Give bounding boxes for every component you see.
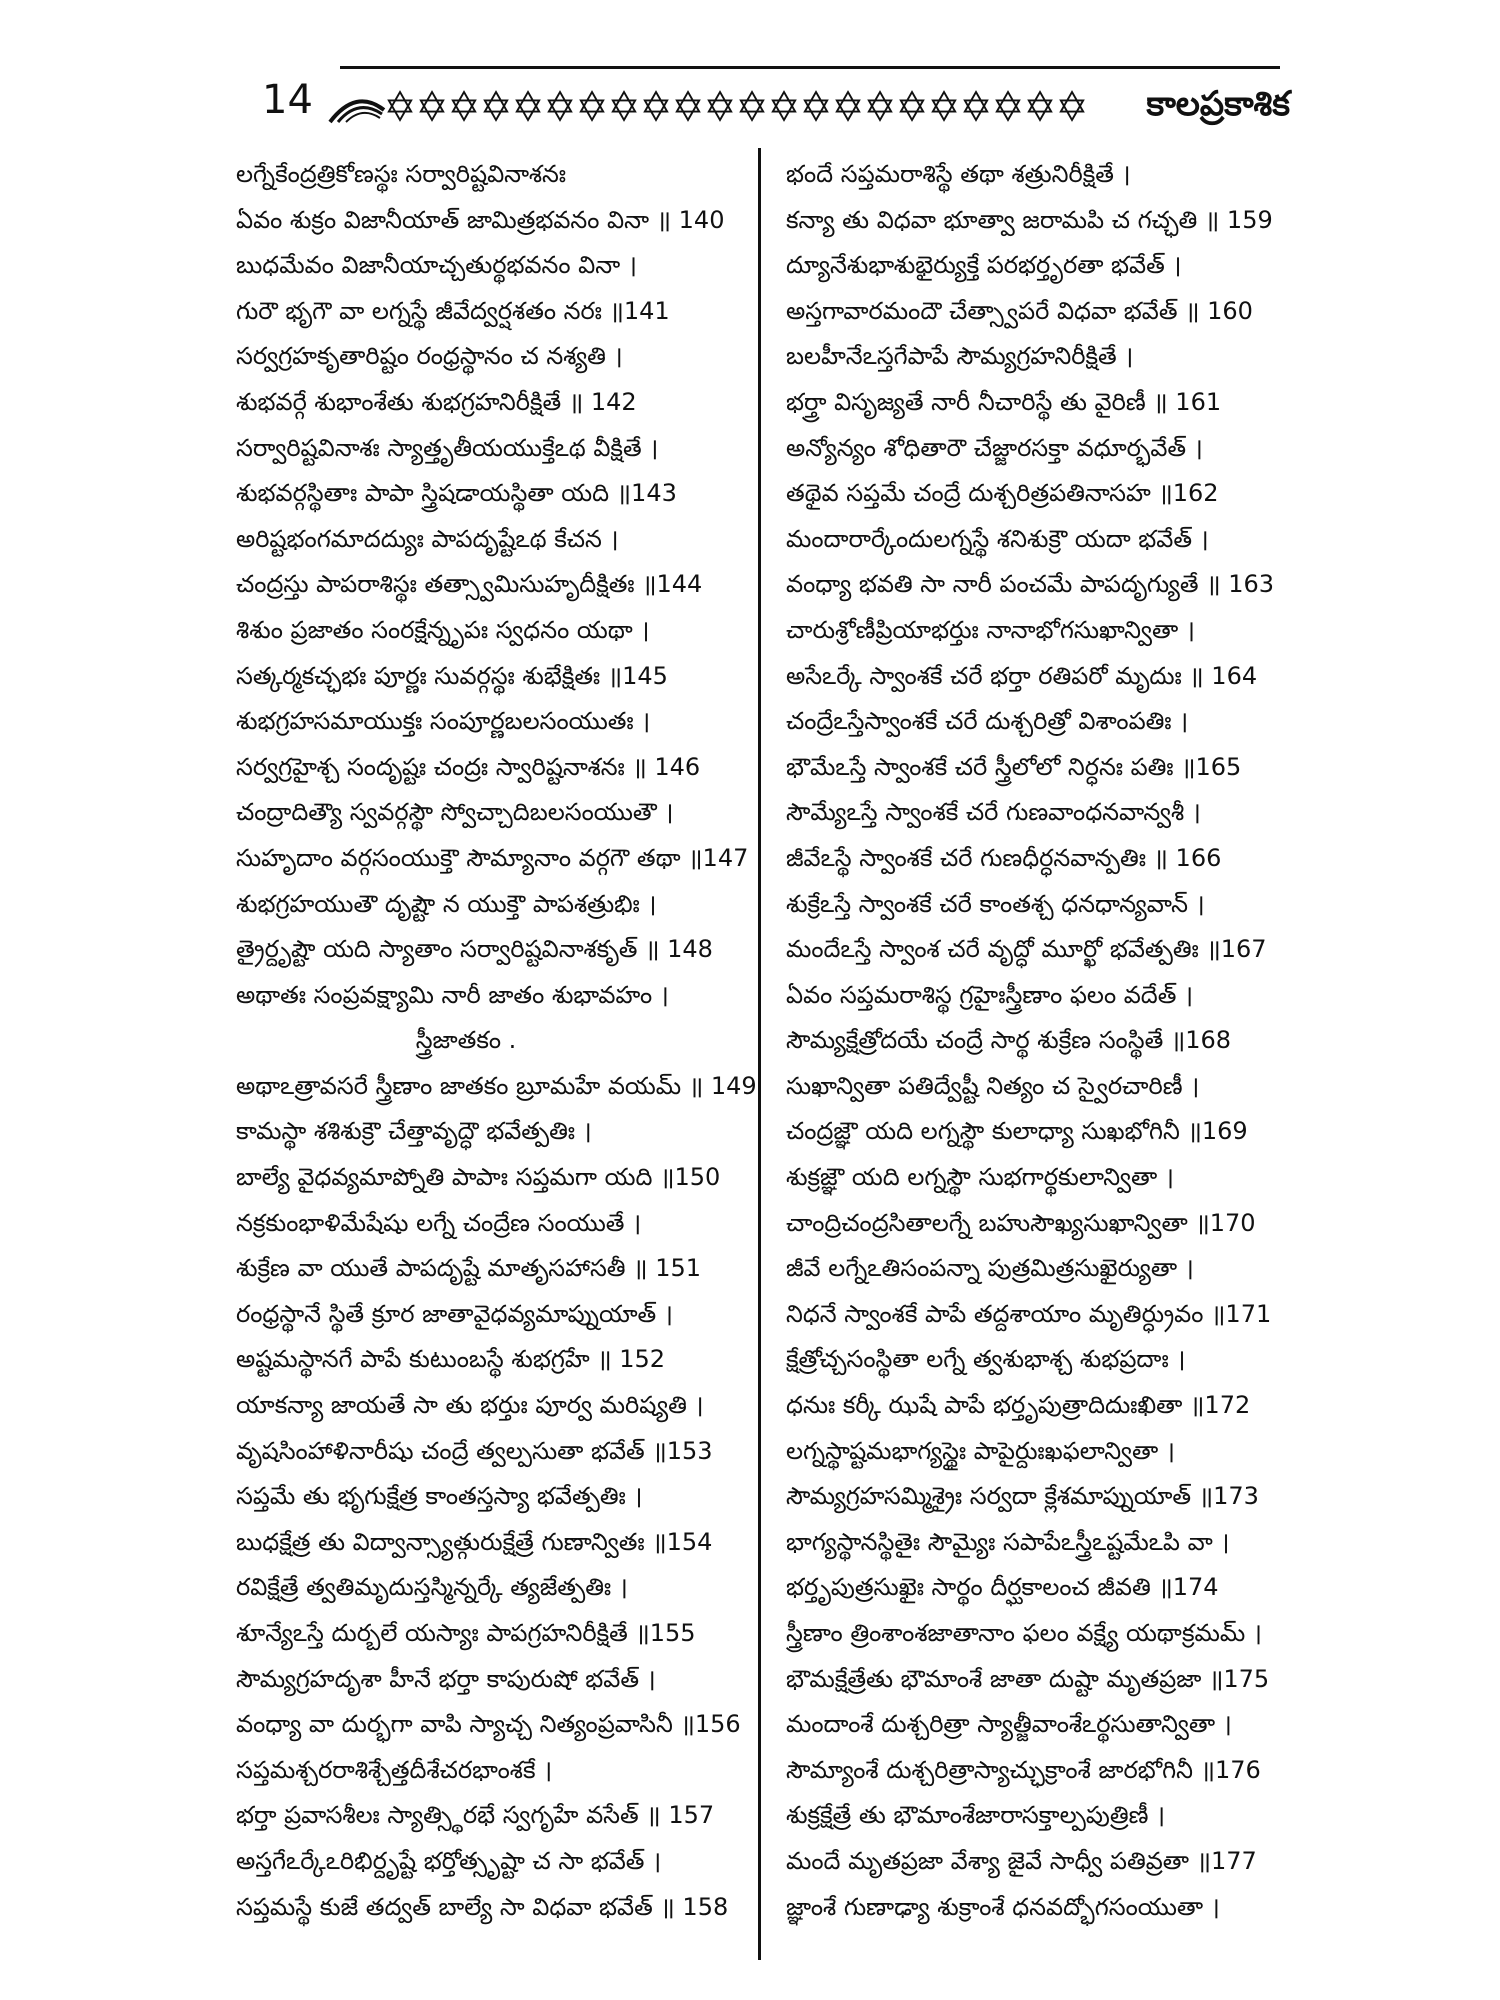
swoosh-ornament-icon — [328, 92, 386, 126]
header-rule — [340, 66, 1280, 69]
star-icon — [930, 88, 958, 124]
verse-line: అస్తగావారమందౌ చేత్స్వాపరే విధవా భవేత్ ॥ 160 — [786, 296, 1253, 325]
verse-line: సౌమ్యాంశే దుశ్చరిత్రాస్యాచ్ఛుక్రాంశే జారభోగినీ ॥176 — [786, 1755, 1261, 1784]
verse-line: స్త్రీణాం త్రింశాంశజాతానాం ఫలం వక్ష్యే యథాక్రమమ్ । — [786, 1619, 1262, 1647]
verse-line: భాగ్యస్థానస్థితైః సౌమ్యైః సపాపేఽస్త్రీఽష్టమేఽపి వా । — [786, 1527, 1230, 1556]
verse-line: శిశుం ప్రజాతం సంరక్షేన్నృపః స్వధనం యథా । — [236, 615, 650, 644]
page-number: 14 — [262, 77, 313, 123]
star-icon — [674, 88, 702, 124]
verse-line: సర్వారిష్టవినాశః స్యాత్తృతీయయుక్తేఽథ వీక్షితే । — [236, 433, 659, 462]
verse-line: గురౌ భృగౌ వా లగ్నస్థే జీవేద్వర్షశతం నరః ॥141 — [236, 296, 670, 325]
star-icon — [866, 88, 894, 124]
verse-line: చంద్రేఽస్తేస్వాంశకే చరే దుశ్చరిత్రో విశాంపతిః । — [786, 707, 1189, 736]
verse-line: శుభగ్రహసమాయుక్తః సంపూర్ణబలసంయుతః । — [236, 707, 651, 736]
verse-line: భౌమక్షేత్రేతు భౌమాంశే జాతా దుష్టా మృతప్రజా ॥175 — [786, 1664, 1270, 1693]
verse-line: శుక్రజ్ఞౌ యది లగ్నస్థౌ సుభగార్థకులాన్వితా । — [786, 1163, 1174, 1192]
star-icon — [610, 88, 638, 124]
verse-line: జీవేఽస్థే స్వాంశకే చరే గుణధీర్ధనవాన్పతిః ॥ 166 — [786, 843, 1222, 872]
verse-line: భౌమేఽస్తే స్వాంశకే చరే స్త్రీలోలో నిర్ధనః పతిః ॥165 — [786, 752, 1242, 781]
star-icon — [1058, 88, 1086, 124]
star-icon — [450, 88, 478, 124]
star-icon — [418, 88, 446, 124]
verse-line: త్రైర్దృష్టౌ యది స్యాతాం సర్వారిష్టవినాశకృత్ ॥ 148 — [236, 935, 713, 964]
verse-line: లగ్నస్థాష్టమభాగ్యస్థైః పాపైర్దుఃఖఫలాన్వితా । — [786, 1436, 1175, 1465]
verse-line: అథాఽత్రావసరే స్త్రీణాం జాతకం బ్రూమహే వయమ్ ॥ 149 — [236, 1071, 757, 1100]
verse-line: ఏవం శుక్రం విజానీయాత్ జామిత్రభవనం వినా ॥ 140 — [236, 205, 725, 234]
star-icon — [706, 88, 734, 124]
verse-line: అథాతః సంప్రవక్ష్యామి నారీ జాతం శుభావహం । — [236, 980, 669, 1009]
star-icon — [1026, 88, 1054, 124]
left-column — [236, 152, 776, 1930]
star-icon — [514, 88, 542, 124]
verse-line: చాంద్రిచంద్రసితాలగ్నే బహుసౌఖ్యసుఖాన్వితా ॥170 — [786, 1208, 1256, 1237]
verse-line: అస్తగేఽర్కేఽరిభిర్దృష్టే భర్తోత్సృష్టా చ సా భవేత్ । — [236, 1846, 662, 1875]
verse-line: చంద్రజ్ఞౌ యది లగ్నస్థౌ కులాధ్యా సుఖభోగినీ ॥169 — [786, 1117, 1248, 1146]
verse-line: శుక్రేణ వా యుతే పాపదృష్టే మాతృసహాసతీ ॥ 151 — [236, 1254, 701, 1283]
verse-line: క్షేత్రోచ్చసంస్థితా లగ్నే త్వశుభాశ్చ శుభప్రదాః । — [786, 1345, 1186, 1374]
verse-line: సప్తమశ్చరరాశిశ్చేత్తదీశేచరభాంశకే । — [236, 1755, 553, 1784]
verse-line: జ్ఞాంశే గుణాఢ్యా శుక్రాంశే ధనవద్భోగసంయుతా । — [786, 1892, 1220, 1921]
verse-line: అరిష్టభంగమాదద్యుః పాపదృష్టేఽథ కేచన । — [236, 524, 619, 553]
verse-line: రంధ్రస్థానే స్థితే క్రూర జాతావైధవ్యమాప్నుయాత్ । — [236, 1299, 673, 1328]
star-icon — [482, 88, 510, 124]
verse-line: ధనుః కర్కీ ఝషే పాపే భర్తృపుత్రాదిదుఃఖితా ॥172 — [786, 1391, 1251, 1420]
verse-line: శుభవర్గే శుభాంశేతు శుభగ్రహనిరీక్షితే ॥ 142 — [236, 387, 637, 416]
verse-line: సుఖాన్వితా పతిద్వేష్టీ నిత్యం చ స్వైరచారిణీ । — [786, 1071, 1200, 1100]
verse-line: మందేఽస్తే స్వాంశ చరే వృద్ధో మూర్ఖో భవేత్పతిః ॥167 — [786, 935, 1267, 964]
verse-line: చారుశ్రోణీప్రియాభర్తుః నానాభోగసుఖాన్వితా । — [786, 615, 1195, 644]
verse-line: సర్వగ్రహకృతారిష్టం రంధ్రస్థానం చ నశ్యతి । — [236, 342, 623, 371]
star-icon — [994, 88, 1022, 124]
verse-line: శుక్రేఽస్తే స్వాంశకే చరే కాంతశ్చ ధనధాన్యవాన్ । — [786, 889, 1205, 918]
verse-line: వృషసింహాళినారీషు చంద్రే త్వల్పసుతా భవేత్ ॥153 — [236, 1436, 713, 1465]
star-icon — [546, 88, 574, 124]
running-title: కాలప్రకాశిక — [1146, 84, 1290, 124]
star-icon — [642, 88, 670, 124]
verse-line: కామస్థా శశిశుక్రౌ చేత్తావృద్ధౌ భవేత్పతిః । — [236, 1117, 592, 1146]
verse-line: ద్యూనేశుభాశుభైర్యుక్తే పరభర్తృరతా భవేత్ । — [786, 251, 1182, 280]
verse-line: మందాంశే దుశ్చరిత్రా స్యాత్జీవాంశేఽర్థసుతాన్వితా । — [786, 1710, 1232, 1739]
verse-line: శుభవర్గస్థితాః పాపా స్త్రిషడాయస్థితా యది ॥143 — [236, 479, 677, 508]
verse-line: చంద్రస్తు పాపరాశిస్థః తత్స్వామిసుహృదీక్షితః ॥144 — [236, 570, 703, 599]
star-icon — [578, 88, 606, 124]
verse-line: బాల్యే వైధవ్యమాప్నోతి పాపాః సప్తమగా యది ॥150 — [236, 1163, 721, 1192]
star-icon — [962, 88, 990, 124]
verse-line: సప్తమే తు భృగుక్షేత్ర కాంతస్తస్యా భవేత్పతిః । — [236, 1482, 643, 1511]
verse-line: రవిక్షేత్రే త్వతిమృదుస్తస్మిన్నర్కే త్యజేత్పతిః । — [236, 1573, 628, 1602]
verse-line: శుక్రక్షేత్రే తు భౌమాంశేజారాసక్తాల్పపుత్రిణీ । — [786, 1801, 1166, 1830]
verse-line: సౌమ్యగ్రహదృశా హీనే భర్తా కాపురుషో భవేత్ । — [236, 1664, 656, 1693]
verse-line: సౌమ్యేఽస్తే స్వాంశకే చరే గుణవాంధనవాన్వశీ । — [786, 798, 1201, 827]
verse-line: బుధమేవం విజానీయాచ్చతుర్థభవనం వినా । — [236, 251, 637, 280]
verse-line: సుహృదాం వర్గసంయుక్తౌ సౌమ్యానాం వర్గగౌ తథా ॥147 — [236, 843, 749, 872]
verse-line: సత్కర్మకచ్ఛభః పూర్ణః సువర్గస్థః శుభేక్షితః ॥145 — [236, 661, 668, 690]
verse-line: సౌమ్యక్షేత్రోదయే చంద్రే సార్థ శుక్రేణ సంస్థితే ॥168 — [786, 1026, 1232, 1055]
verse-line: జీవే లగ్నేఽతిసంపన్నా పుత్రమిత్రసుఖైర్యుతా । — [786, 1254, 1194, 1283]
verse-line: యాకన్యా జాయతే సా తు భర్తుః పూర్వ మరిష్యతి । — [236, 1391, 704, 1420]
verse-line: అష్టమస్థానగే పాపే కుటుంబస్థే శుభగ్రహే ॥ 152 — [236, 1345, 666, 1374]
verse-line: భర్తృపుత్రసుఖైః సార్థం దీర్ఘకాలంచ జీవతి ॥174 — [786, 1573, 1219, 1602]
star-ornament-band — [386, 88, 1086, 124]
verse-line: బుధక్షేత్ర తు విద్వాన్స్యాత్గురుక్షేత్రే గుణాన్వితః ॥154 — [236, 1527, 713, 1556]
verse-line: శూన్యేఽస్తే దుర్బలే యస్యాః పాపగ్రహనిరీక్షితే ॥155 — [236, 1619, 696, 1647]
verse-line: వంధ్యా వా దుర్భగా వాపి స్యాచ్చ నిత్యంప్రవాసినీ ॥156 — [236, 1710, 741, 1739]
star-icon — [386, 88, 414, 124]
verse-line: మందే మృతప్రజా వేశ్యా జైవే సాధ్వీ పతివ్రతా ॥177 — [786, 1846, 1257, 1875]
verse-line: భర్త్రా విసృజ్యతే నారీ నీచారిస్థే తు వైరిణీ ॥ 161 — [786, 387, 1222, 416]
verse-line: నక్రకుంభాళిమేషేషు లగ్నే చంద్రేణ సంయుతే । — [236, 1208, 642, 1237]
star-icon — [738, 88, 766, 124]
verse-line: వంధ్యా భవతి సా నారీ పంచమే పాపదృగ్యుతే ॥ 163 — [786, 570, 1275, 599]
verse-line: భర్తా ప్రవాసశీలః స్యాత్స్థిరభే స్వగృహే వసేత్ ॥ 157 — [236, 1801, 715, 1830]
verse-line: సౌమ్యగ్రహసమ్మిశ్రైః సర్వదా క్లేశమాప్నుయాత్ ॥173 — [786, 1482, 1259, 1511]
star-icon — [802, 88, 830, 124]
verse-line: చంద్రాదిత్యౌ స్వవర్గస్థౌ స్వోచ్చాదిబలసంయుతౌ । — [236, 798, 674, 827]
verse-line: అన్యోన్యం శోధితారౌ చేజ్జారసక్తా వధూర్భవేత్ । — [786, 433, 1203, 462]
verse-line: మందారార్కేందులగ్నస్థే శనిశుక్రౌ యదా భవేత్ । — [786, 524, 1209, 553]
verse-line: శుభగ్రహయుతౌ దృష్టౌ న యుక్తౌ పాపశత్రుభిః । — [236, 889, 657, 918]
right-column — [786, 152, 1286, 1930]
star-icon — [770, 88, 798, 124]
verse-line: కన్యా తు విధవా భూత్వా జరామపి చ గచ్ఛతి ॥ 159 — [786, 205, 1273, 234]
verse-line: నిధనే స్వాంశకే పాపే తద్దశాయాం మృతిర్ధ్రువం ॥171 — [786, 1299, 1272, 1328]
verse-line: అసేఽర్కే స్వాంశకే చరే భర్తా రతిపరో మృదుః ॥ 164 — [786, 661, 1258, 690]
section-heading: స్త్రీజాతకం . — [415, 1026, 517, 1055]
star-icon — [834, 88, 862, 124]
star-icon — [898, 88, 926, 124]
verse-line: సప్తమస్థే కుజే తద్వత్ బాల్యే సా విధవా భవేత్ ॥ 158 — [236, 1892, 729, 1921]
verse-line: బలహీనేఽస్తగేపాపే సౌమ్యగ్రహనిరీక్షితే । — [786, 342, 1134, 371]
verse-line: భందే సప్తమరాశిస్థే తథా శత్రునిరీక్షితే । — [786, 160, 1131, 188]
verse-line: సర్వగ్రహైశ్చ సందృష్టః చంద్రః స్వారిష్టనాశనః ॥ 146 — [236, 752, 701, 781]
verse-line: లగ్నేకేంద్రత్రికోణస్థః సర్వారిష్టవినాశనః — [236, 160, 566, 188]
verse-line: ఏవం సప్తమరాశిస్థ గ్రహైఃస్త్రీణాం ఫలం వదేత్ । — [786, 980, 1194, 1009]
verse-line: తథైవ సప్తమే చంద్రే దుశ్చరిత్రపతినాసహ ॥162 — [786, 479, 1219, 508]
